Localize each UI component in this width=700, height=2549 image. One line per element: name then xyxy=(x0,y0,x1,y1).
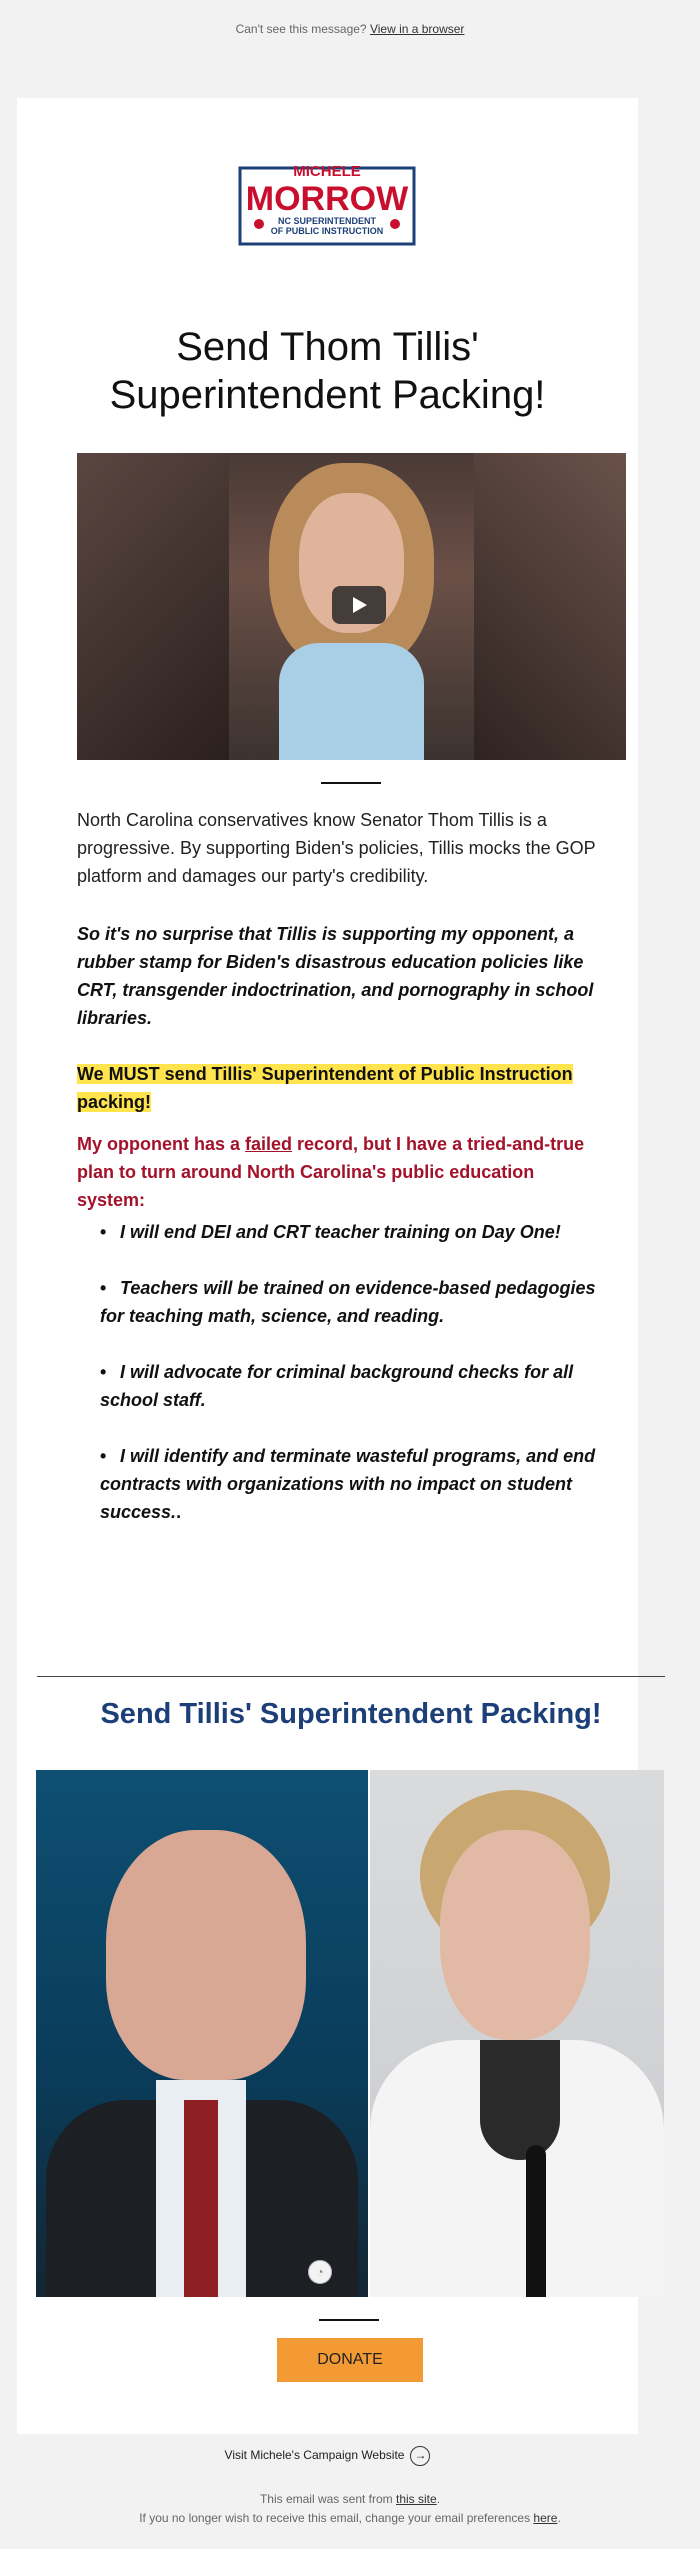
plan-item: • I will end DEI and CRT teacher training on Day One! xyxy=(77,1218,607,1246)
video-thumbnail[interactable] xyxy=(77,453,626,760)
paragraph-3 xyxy=(77,1060,607,1116)
microphone-icon xyxy=(526,2145,546,2297)
paragraph-4: My opponent has a failed record, but I have a tried-and-true plan to turn around North Carolina's public education system: xyxy=(77,1134,585,1210)
headline xyxy=(57,323,598,419)
short-divider xyxy=(321,782,381,784)
plan-item: • I will advocate for criminal background checks for all school staff. xyxy=(77,1358,607,1414)
plan-list xyxy=(77,1218,607,1554)
failed-link[interactable]: failed xyxy=(245,1134,293,1154)
logo-line3: NC SUPERINTENDENT xyxy=(277,216,377,226)
logo-line4: OF PUBLIC INSTRUCTION xyxy=(270,226,384,236)
photo-pair xyxy=(36,1770,664,2297)
plan-item: • Teachers will be trained on evidence-based pedagogies for teaching math, science, and reading. xyxy=(77,1274,607,1330)
video-blur-left xyxy=(77,453,229,760)
headline-line2: Superintendent Packing! xyxy=(109,373,546,417)
video-blur-right xyxy=(474,453,626,760)
section-divider xyxy=(37,1676,665,1677)
campaign-logo xyxy=(237,158,417,248)
plan-item: • I will identify and terminate wasteful programs, and end contracts with organizations with no impact on student success.. xyxy=(77,1442,607,1526)
donate-button[interactable]: DONATE xyxy=(277,2338,423,2382)
paragraph-1: North Carolina conservatives know Senator Thom Tillis is a progressive. By supporting Biden's policies, Tillis mocks the GOP platform and damages our party's credibility. xyxy=(77,810,596,886)
view-in-browser-link[interactable]: View in a browser xyxy=(369,22,465,36)
this-site-link[interactable]: this site xyxy=(396,2492,437,2506)
short-divider-2 xyxy=(319,2319,379,2321)
opponent-photo xyxy=(370,1770,664,2297)
email-card xyxy=(17,98,638,2463)
tillis-photo xyxy=(36,1770,368,2297)
footer: This email was sent from this site. If you no longer wish to receive this email, change your email preferences here. xyxy=(139,2492,561,2525)
visit-website-link[interactable]: Visit Michele's Campaign Website → xyxy=(17,2446,638,2466)
play-icon[interactable] xyxy=(332,586,386,624)
top-bar xyxy=(0,0,700,58)
logo-line1: MICHELE xyxy=(293,163,361,180)
highlighted-call: We MUST send Tillis' Superintendent of Public Instruction packing! xyxy=(77,1064,573,1112)
arrow-right-icon[interactable]: → xyxy=(410,2446,430,2466)
preferences-link[interactable]: here xyxy=(533,2511,558,2525)
headline-line1: Send Thom Tillis' xyxy=(176,325,479,369)
photo-badge-icon: ◔ xyxy=(308,2260,332,2284)
cant-see-text: Can't see this message? xyxy=(235,22,367,36)
section-heading: Send Tillis' Superintendent Packing! xyxy=(100,1698,602,1730)
paragraph-2: So it's no surprise that Tillis is supporting my opponent, a rubber stamp for Biden's disastrous education policies like CRT, transgender indoctrination, and pornography in school libraries. xyxy=(77,924,594,1028)
logo-line2: MORROW xyxy=(245,180,409,218)
